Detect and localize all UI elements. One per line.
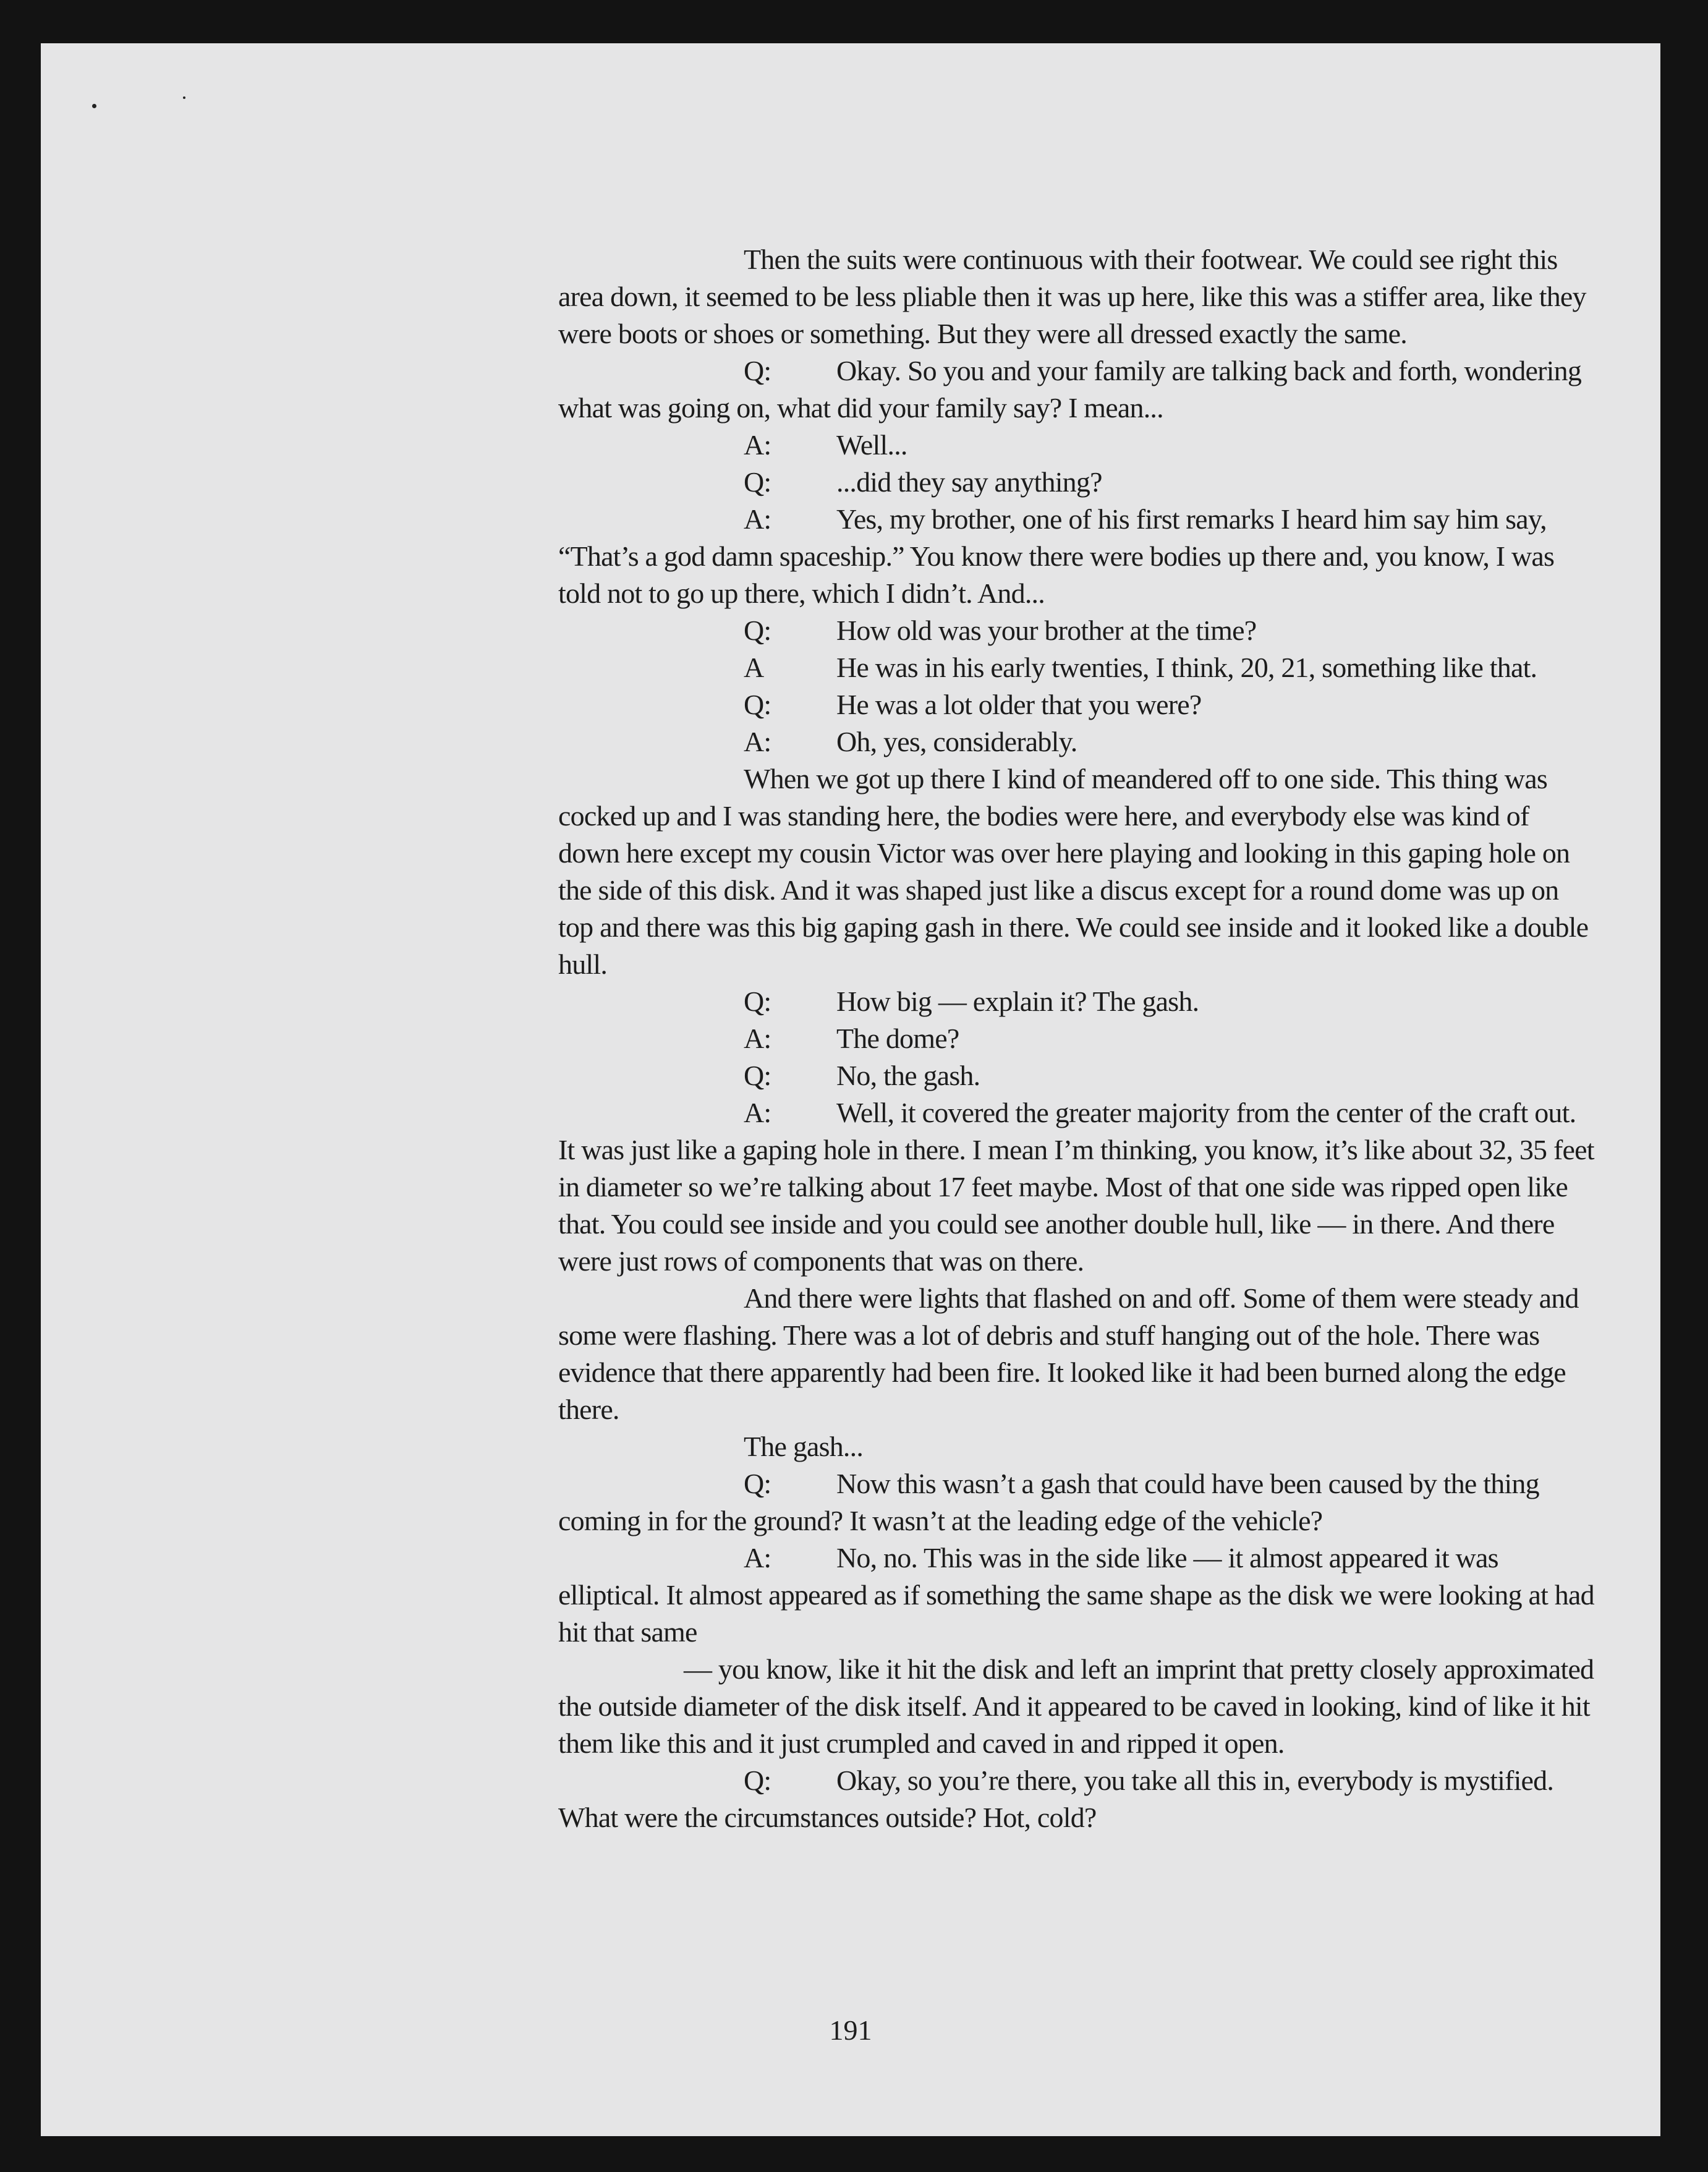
qa-line: [558, 464, 1597, 501]
qa-line: [558, 983, 1597, 1020]
qa-line: [558, 352, 1597, 427]
speaker-label: A:: [744, 1097, 771, 1128]
narrative-paragraph: And there were lights that flashed on and off. Some of them were steady and some were flashing. There was a lot of debris and stuff hanging out of the hole. There was evidence that there apparently had been fire. It looked like it had been burned along the edge there.: [558, 1282, 1579, 1425]
speaker-label: A:: [744, 429, 771, 461]
qa-text: The dome?: [836, 1023, 959, 1054]
qa-text: Oh, yes, considerably.: [836, 726, 1077, 757]
qa-text: Okay, so you’re there, you take all this in, everybody is mystified. What were the circumstances outside? Hot, cold?: [558, 1765, 1554, 1833]
qa-text: No, the gash.: [836, 1060, 980, 1091]
speaker-label: A:: [744, 503, 771, 535]
speaker-label: Q:: [744, 466, 771, 498]
qa-line: [558, 427, 1597, 464]
qa-text: Well...: [836, 429, 907, 461]
narrative-paragraph: Then the suits were continuous with their footwear. We could see right this area down, it seemed to be less pliable then it was up here, like this was a stiffer area, like they were boots or shoes or something. But they were all dressed exactly the same.: [558, 244, 1586, 349]
speaker-label: Q:: [744, 615, 771, 646]
qa-text: How old was your brother at the time?: [836, 615, 1257, 646]
qa-text: How big — explain it? The gash.: [836, 986, 1199, 1017]
narrative-paragraph: The gash...: [744, 1431, 864, 1462]
speaker-label: A:: [744, 726, 771, 757]
speaker-label: Q:: [744, 689, 771, 720]
qa-line: [558, 1762, 1597, 1836]
qa-text: Now this wasn’t a gash that could have been caused by the thing coming in for the ground? It wasn’t at the leading edge of the vehicle?: [558, 1468, 1539, 1536]
transcript-body: [558, 241, 1597, 1836]
qa-line: [558, 723, 1597, 760]
qa-line: [558, 1465, 1597, 1540]
document-page: [41, 43, 1660, 2136]
dust-speck: [183, 96, 185, 99]
qa-text: ...did they say anything?: [836, 466, 1102, 498]
page-number: 191: [829, 2014, 872, 2046]
qa-line: [558, 1020, 1597, 1057]
qa-text: Okay. So you and your family are talking back and forth, wondering what was going on, what did your family say? I mean...: [558, 355, 1582, 424]
speaker-label: A:: [744, 1542, 771, 1574]
speaker-label: Q:: [744, 1060, 771, 1091]
qa-text: No, no. This was in the side like — it almost appeared it was elliptical. It almost appeared as if something the same shape as the disk we were looking at had hit that same: [558, 1542, 1594, 1648]
speaker-label: Q:: [744, 986, 771, 1017]
qa-line: [558, 1540, 1597, 1651]
qa-text: He was a lot older that you were?: [836, 689, 1202, 720]
qa-line: [558, 1057, 1597, 1094]
narrative-paragraph: When we got up there I kind of meandered off to one side. This thing was cocked up and I was standing here, the bodies were here, and everybody else was kind of down here except my cousin Victor was over here playing and looking in this gaping hole on the side of this disk. And it was shaped just like a discus except for a round dome was up on top and there was this big gaping gash in there. We could see inside and it looked like a double hull.: [558, 763, 1589, 980]
qa-line: [558, 686, 1597, 723]
qa-text: He was in his early twenties, I think, 20, 21, something like that.: [836, 652, 1537, 683]
qa-line: [558, 1094, 1597, 1280]
dust-speck: [92, 104, 96, 108]
continuation-paragraph: — you know, like it hit the disk and left an imprint that pretty closely approximated the outside diameter of the disk itself. And it appeared to be caved in looking, kind of like it hit them like this and it just crumpled and caved in and ripped it open.: [558, 1653, 1594, 1759]
qa-line: [558, 501, 1597, 612]
qa-text: Yes, my brother, one of his first remarks I heard him say him say, “That’s a god damn spaceship.” You know there were bodies up there and, you know, I was told not to go up there, which I didn’t. And...: [558, 503, 1555, 609]
speaker-label: A: [744, 652, 764, 683]
speaker-label: Q:: [744, 355, 771, 386]
speaker-label: Q:: [744, 1765, 771, 1796]
qa-line: [558, 649, 1597, 686]
speaker-label: A:: [744, 1023, 771, 1054]
qa-line: [558, 612, 1597, 649]
speaker-label: Q:: [744, 1468, 771, 1499]
qa-text: Well, it covered the greater majority from the center of the craft out. It was just like a gaping hole in there. I mean I’m thinking, you know, it’s like about 32, 35 feet in diameter so we’re talking about 17 feet maybe. Most of that one side was ripped open like that. You could see inside and you could see another double hull, like — in there. And there were just rows of components that was on there.: [558, 1097, 1594, 1277]
